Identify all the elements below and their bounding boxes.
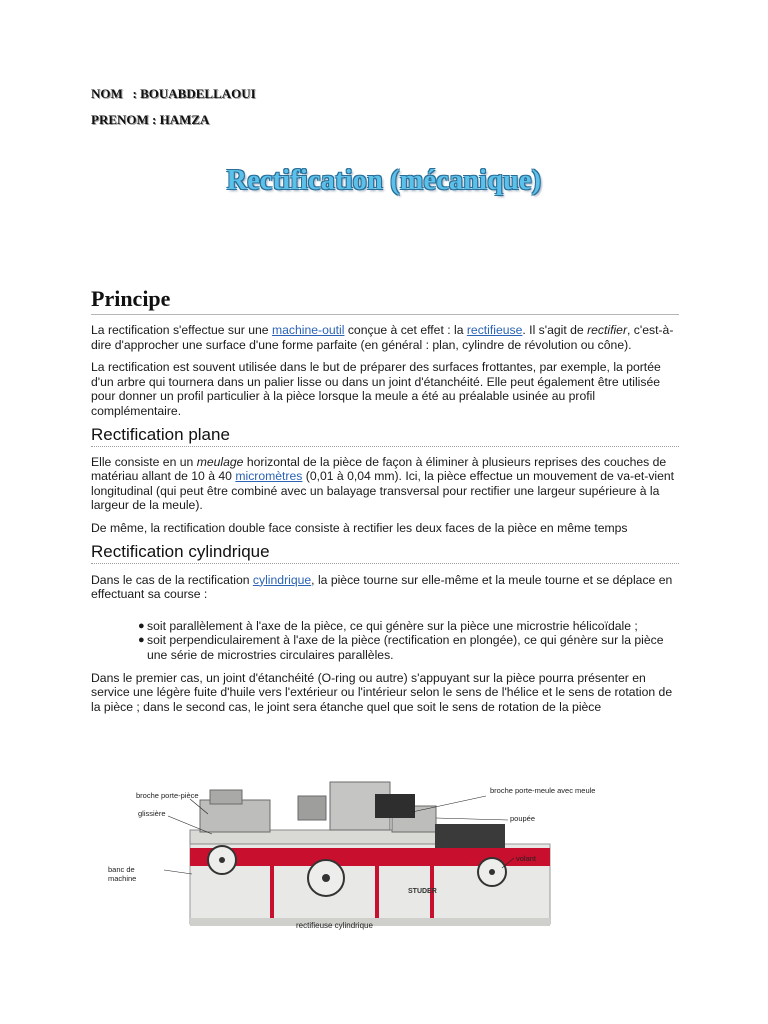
bullet-icon: ● [138, 619, 145, 632]
leader-line [164, 870, 192, 874]
link-rectifieuse[interactable]: rectifieuse [466, 323, 523, 337]
heading-rectification-cylindrique: Rectification cylindrique [91, 542, 679, 564]
prenom-label: PRENOM : [91, 112, 157, 127]
label-glissiere: glissière [138, 809, 166, 818]
text-run: . Il s'agit de [522, 323, 588, 337]
control-panel [435, 824, 505, 848]
handwheel-hub [219, 857, 225, 863]
text-run: La rectification s'effectue sur une [91, 323, 272, 337]
label-machine: machine [108, 874, 137, 883]
text-run: Elle consiste en un [91, 454, 197, 469]
text-run: , la pièce tourne sur elle-même et la meule tourne et se déplace en effectuant sa course : [91, 572, 673, 602]
document-body [91, 286, 679, 714]
label-broche-porte-meule: broche porte-meule avec meule [490, 786, 596, 795]
bullet-icon: ● [138, 634, 145, 647]
grinding-wheel [298, 796, 326, 820]
handwheel-hub [322, 874, 330, 882]
text-run: conçue à cet effet : la [344, 323, 467, 337]
link-micrometres[interactable]: micromètres [235, 469, 303, 484]
text-run: (0,01 à 0,04 mm). Ici, la pièce effectue un mouvement de va-et-vient longitudinal (qui peut être combiné avec un balayage transversal pour rectifier une largeur supérieure à la largeur de la meule). [91, 469, 675, 513]
link-machine-outil[interactable]: machine-outil [271, 323, 345, 337]
nom-value: : BOUABDELLAOUI [132, 86, 256, 101]
list-item [91, 633, 679, 662]
brand-label: STUDER [408, 888, 437, 895]
wheelhead-dark [375, 794, 415, 818]
machine-figure [108, 782, 660, 942]
list-item-text: soit parallèlement à l'axe de la pièce, ce qui génère sur la pièce une microstrie hélicoïdale ; [147, 618, 638, 633]
heading-rectification-plane: Rectification plane [91, 425, 679, 447]
cyl-paragraph-2: Dans le premier cas, un joint d'étanchéité (O-ring ou autre) s'appuyant sur la pièce pourra présenter en service une légère fuite d'huile vers l'extérieur ou l'intérieur selon le sens de l'hélice et le sens de rotation de la pièce ; dans le second cas, le joint sera étanche quel que soit le sens de rotation de la pièce [91, 670, 673, 714]
prenom-value: HAMZA [159, 112, 210, 127]
text-run: , c'est-à-dire d'approcher une surface d'une forme parfaite (en général : plan, cylindre de révolution ou cône). [91, 323, 674, 352]
headstock [200, 800, 270, 832]
prenom-line [91, 112, 209, 128]
principe-paragraph-1 [91, 323, 679, 352]
label-poupee: poupée [510, 814, 536, 823]
text-run: Dans le cas de la rectification [91, 572, 253, 587]
label-broche-porte-piece: broche porte-pièce [136, 791, 199, 800]
rectifieuse-illustration [108, 782, 660, 942]
cyl-paragraph-1 [91, 573, 679, 602]
headstock-motor [210, 790, 242, 804]
heading-principe: Principe [91, 286, 679, 315]
handwheel-hub [489, 869, 495, 875]
nom-label: NOM [91, 86, 123, 101]
leader-line [412, 796, 486, 812]
emphasis-rectifier: rectifier [587, 323, 628, 337]
principe-paragraph-2: La rectification est souvent utilisée dans le but de préparer des surfaces frottantes, par exemple, la portée d'un arbre qui tournera dans un palier lisse ou dans un joint d'étanchéité. Elle peut également être utilisée pour donner un profil particulier à la pièce lorsque la meule a été au préalable usinée au profil complémentaire. [91, 360, 661, 418]
emphasis-meulage: meulage [196, 454, 244, 469]
nom-line [91, 86, 256, 102]
label-volant: volant [516, 854, 537, 863]
document-title: Rectification (mécanique) [226, 165, 542, 196]
list-item [91, 619, 679, 634]
plane-paragraph-1 [91, 455, 679, 513]
label-banc-de: banc de [108, 865, 135, 874]
machine-red-stripe [270, 852, 274, 924]
plane-paragraph-2: De même, la rectification double face consiste à rectifier les deux faces de la pièce en même temps [91, 520, 628, 535]
figure-caption: rectifieuse cylindrique [296, 921, 373, 930]
link-cylindrique[interactable]: cylindrique [252, 572, 312, 587]
text-run: horizontal de la pièce de façon à éliminer à plusieurs reprises des couches de matériau allant de 10 à 40 [91, 454, 667, 484]
machine-red-stripe [375, 852, 379, 924]
leader-line [436, 818, 508, 820]
list-item-text: soit perpendiculairement à l'axe de la pièce (rectification en plongée), ce qui génère sur la pièce une série de microstries circulaires parallèles. [147, 633, 664, 662]
bullet-list [91, 619, 679, 663]
